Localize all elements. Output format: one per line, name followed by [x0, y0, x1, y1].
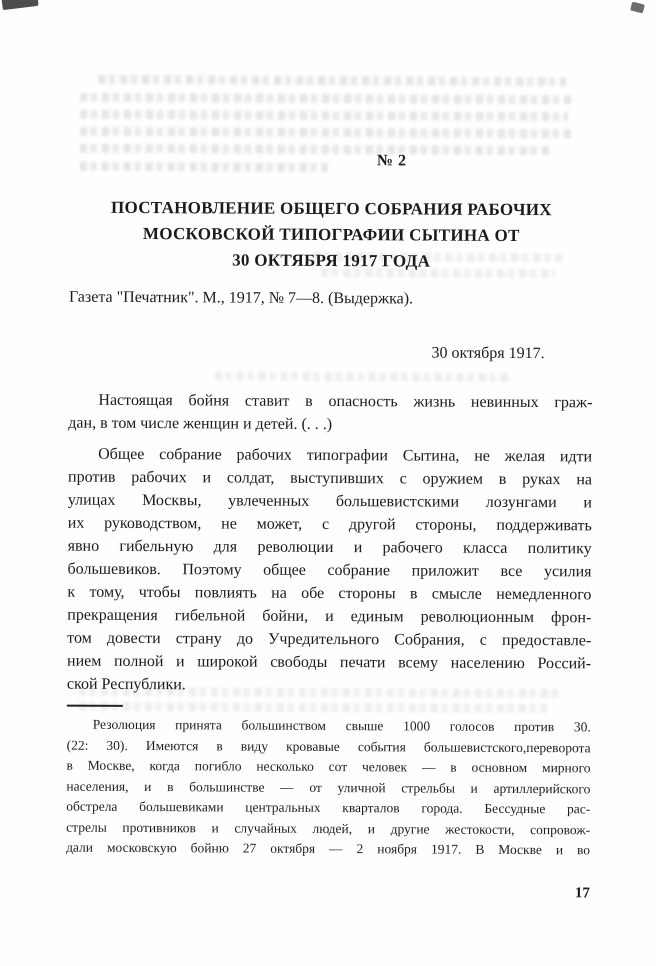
text-line: ской Республики. — [66, 675, 186, 694]
bleed-through-line — [98, 75, 566, 86]
footnote-line: (22: 30). Имеются в виду кровавые события большевистского,переворота — [66, 737, 591, 755]
text-line: дан, в том числе женщин и детей. (. . .) — [68, 414, 333, 434]
text-line: прекращения гибельной бойни, и единым революционным фрон- — [67, 606, 592, 627]
bleed-through-line — [80, 93, 572, 105]
footnote-line: обстрела большевиками центральных кварталов города. Бессудные рас- — [66, 798, 591, 817]
title-line: 30 ОКТЯБРЯ 1917 ГОДА — [232, 250, 431, 271]
text-line: Настоящая бойня ставит в опасность жизнь невинных граж- — [98, 391, 593, 412]
document-date: 30 октября 1917. — [431, 344, 545, 363]
body-paragraph — [67, 443, 592, 699]
bleed-through-line — [80, 110, 568, 122]
body-paragraph — [68, 389, 592, 438]
bleed-through-line — [215, 371, 511, 382]
page-number: 17 — [574, 885, 590, 902]
footnote-rule — [67, 705, 123, 707]
text-line: Общее собрание рабочих типографии Сытина, не желая идти — [98, 445, 593, 466]
document-title — [69, 195, 593, 276]
text-line: к тому, чтобы повлиять на обе стороны в смысле немедленного — [67, 583, 592, 604]
footnote-line: Резолюция принята большинством свыше 1000 голосов против 30. — [92, 716, 591, 735]
footnote — [66, 705, 591, 861]
text-line: улицах Москвы, увлеченных большевистскими лозунгами и — [67, 491, 592, 512]
title-line: ПОСТАНОВЛЕНИЕ ОБЩЕГО СОБРАНИЯ РАБОЧИХ — [110, 197, 552, 220]
text-line: большевиков. Поэтому общее собрание приложит все усилия — [67, 560, 592, 581]
text-line: нием полной и широкой свободы печати всему населению Россий- — [67, 652, 592, 673]
document-number: № 2 — [376, 152, 407, 170]
text-line: том довести страну до Учредительного Собрания, с предоставле- — [67, 629, 592, 650]
title-line: МОСКОВСКОЙ ТИПОГРАФИИ СЫТИНА ОТ — [142, 224, 520, 246]
bleed-through-line — [80, 127, 572, 139]
text-line: против рабочих и солдат, выступивших с оружием в руках на — [67, 468, 593, 489]
text-line: их руководством, не может, с другой стороны, поддерживать — [67, 514, 592, 535]
text-line: явно гибельную для революции и рабочего класса политику — [67, 537, 592, 558]
footnote-line: стрелы противников и случайных людей, и другие жестокости, сопровож- — [66, 819, 591, 837]
footnote-line: в Москве, когда погибло несколько сот человек — в основном мирного — [66, 757, 591, 776]
source-citation: Газета "Печатник". М., 1917, № 7—8. (Выдержка). — [68, 288, 414, 308]
footnote-line: дали московскую бойню 27 октября — 2 ноября 1917. В Москве и во — [66, 839, 591, 858]
footnote-line: населения, и в большинстве — от уличной стрельбы и артиллерийского — [66, 778, 591, 796]
